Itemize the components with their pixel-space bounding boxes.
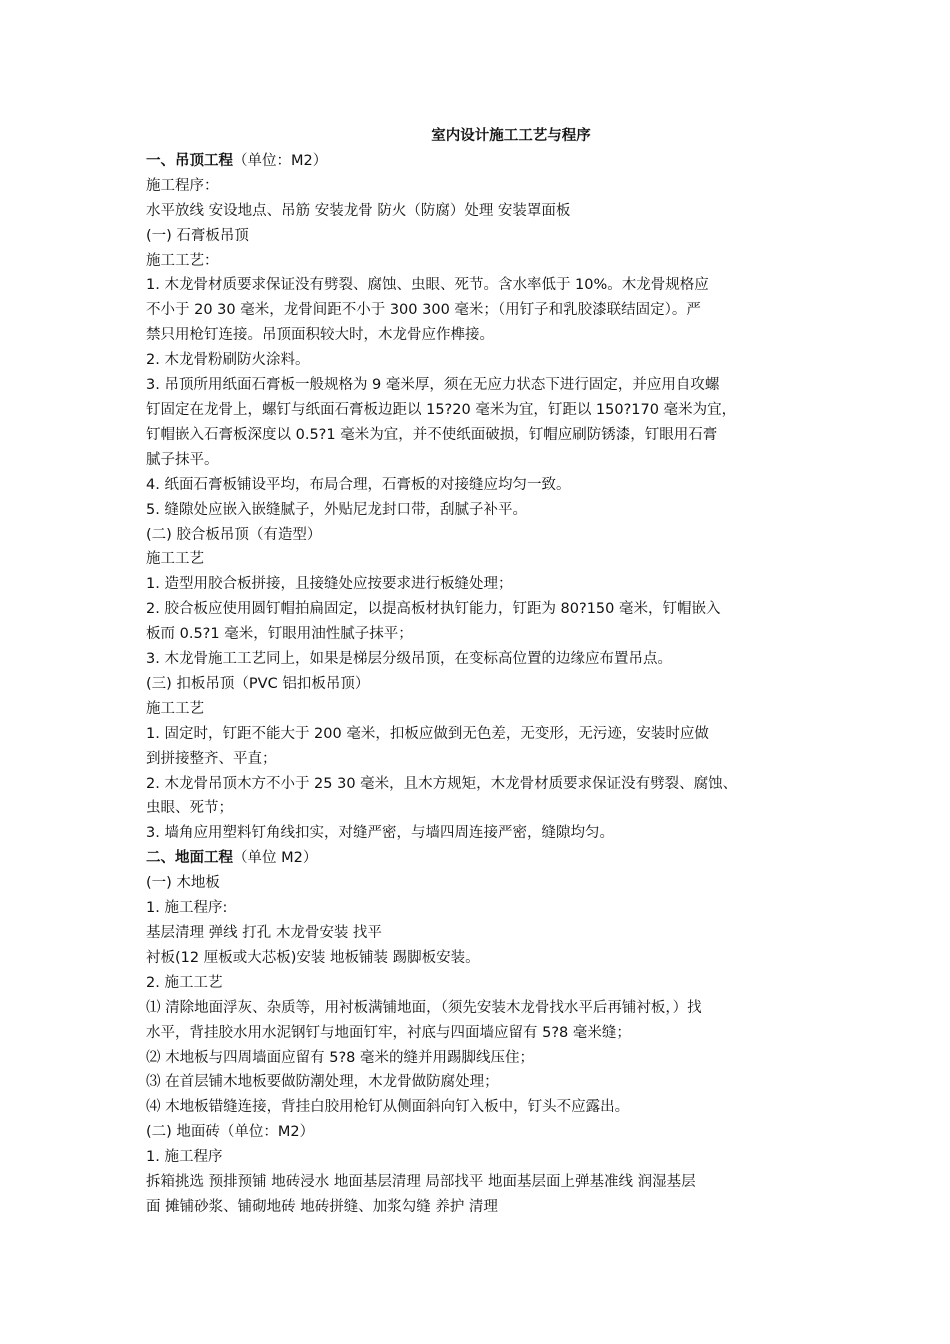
text-line-content: 1. 造型用胶合板拼接，且接缝处应按要求进行板缝处理； xyxy=(146,576,513,593)
text-line xyxy=(146,273,836,298)
text-line xyxy=(146,772,836,797)
text-line xyxy=(146,622,836,647)
text-line xyxy=(146,996,836,1021)
text-line xyxy=(146,896,836,921)
text-line xyxy=(146,597,836,622)
text-line-content: 4. 纸面石膏板铺设平均，布局合理，石膏板的对接缝应均匀一致。 xyxy=(146,476,571,493)
section-heading-unit: （单位：M2） xyxy=(233,152,328,169)
text-line xyxy=(146,697,836,722)
text-line xyxy=(146,473,836,498)
text-line xyxy=(146,747,836,772)
text-line xyxy=(146,199,836,224)
text-line-content: 1. 施工程序: xyxy=(146,900,228,917)
text-line-content: 3. 吊顶所用纸面石膏板一般规格为 9 毫米厚，须在无应力状态下进行固定，并应用自攻螺 xyxy=(146,377,720,394)
document-title: 室内设计施工工艺与程序 xyxy=(431,128,591,144)
text-line-content: (一) 木地板 xyxy=(146,875,220,892)
section-heading xyxy=(146,846,836,871)
text-line-content: ⑵ 木地板与四周墙面应留有 5?8 毫米的缝并用踢脚线压住； xyxy=(146,1049,534,1066)
section-heading xyxy=(146,149,836,174)
text-line xyxy=(146,1195,836,1220)
text-line xyxy=(146,523,836,548)
text-line-content: 2. 木龙骨粉刷防火涂料。 xyxy=(146,352,310,369)
text-line xyxy=(146,398,836,423)
text-line xyxy=(146,249,836,274)
text-line xyxy=(146,647,836,672)
text-line xyxy=(146,1170,836,1195)
text-line-content: ⑷ 木地板错缝连接，背挂白胶用枪钉从侧面斜向钉入板中，钉头不应露出。 xyxy=(146,1099,630,1116)
text-line-content: 腻子抹平。 xyxy=(146,451,219,468)
text-line-content: 5. 缝隙处应嵌入嵌缝腻子，外贴尼龙封口带，刮腻子补平。 xyxy=(146,501,527,518)
text-line-content: 1. 固定时，钉距不能大于 200 毫米，扣板应做到无色差，无变形，无污迹，安装时应做 xyxy=(146,725,709,742)
text-line-content: 不小于 20 30 毫米，龙骨间距不小于 300 300 毫米；（用钉子和乳胶漆联结固定）。严 xyxy=(146,302,701,319)
text-line xyxy=(146,796,836,821)
text-line xyxy=(146,1095,836,1120)
text-line xyxy=(146,348,836,373)
text-line-content: ⑴ 清除地面浮灰、杂质等，用衬板满铺地面，（须先安装木龙骨找水平后再铺衬板，）找 xyxy=(146,999,702,1016)
text-line-content: ⑶ 在首层铺木地板要做防潮处理，木龙骨做防腐处理； xyxy=(146,1074,499,1091)
text-line xyxy=(146,423,836,448)
text-line-content: (三) 扣板吊顶（PVC 铝扣板吊顶） xyxy=(146,675,370,692)
text-line xyxy=(146,298,836,323)
document-lines xyxy=(146,149,836,1220)
text-line-content: 禁只用枪钉连接。吊顶面积较大时，木龙骨应作榫接。 xyxy=(146,327,494,344)
text-line-content: 施工工艺 xyxy=(146,551,204,568)
text-line-content: 钉帽嵌入石膏板深度以 0.5?1 毫米为宜，并不使纸面破损，钉帽应刷防锈漆，钉眼用石膏 xyxy=(146,426,718,443)
text-line-content: 2. 施工工艺 xyxy=(146,974,223,991)
text-line-content: 衬板(12 厘板或大芯板)安装 地板铺装 踢脚板安装。 xyxy=(146,949,480,966)
text-line-content: 虫眼、死节； xyxy=(146,800,233,817)
text-line xyxy=(146,323,836,348)
section-heading-unit: （单位 M2） xyxy=(233,850,318,867)
text-line-content: 2. 木龙骨吊顶木方不小于 25 30 毫米，且木方规矩，木龙骨材质要求保证没有劈裂、腐蚀、 xyxy=(146,775,738,792)
text-line-content: 3. 墙角应用塑料钉角线扣实，对缝严密，与墙四周连接严密，缝隙均匀。 xyxy=(146,825,614,842)
text-line-content: 施工工艺： xyxy=(146,252,219,269)
text-line xyxy=(146,1046,836,1071)
text-line xyxy=(146,821,836,846)
text-line xyxy=(146,672,836,697)
text-line-content: 3. 木龙骨施工工艺同上，如果是梯层分级吊顶，在变标高位置的边缘应布置吊点。 xyxy=(146,651,672,668)
text-line xyxy=(146,547,836,572)
text-line-content: 1. 木龙骨材质要求保证没有劈裂、腐蚀、虫眼、死节。含水率低于 10%。木龙骨规格应 xyxy=(146,277,709,294)
document-body xyxy=(146,124,836,1220)
text-line-content: 水平，背挂胶水用水泥钢钉与地面钉牢，衬底与四面墙应留有 5?8 毫米缝； xyxy=(146,1024,631,1041)
text-line-content: 基层清理 弹线 打孔 木龙骨安装 找平 xyxy=(146,925,382,941)
text-line-content: 施工程序： xyxy=(146,177,219,194)
text-line-content: 钉固定在龙骨上，螺钉与纸面石膏板边距以 15?20 毫米为宜，钉距以 150?170 毫米为宜， xyxy=(146,401,737,418)
text-line xyxy=(146,224,836,249)
text-line xyxy=(146,498,836,523)
text-line xyxy=(146,921,836,946)
text-line xyxy=(146,1070,836,1095)
text-line xyxy=(146,946,836,971)
text-line xyxy=(146,722,836,747)
text-line-content: 2. 胶合板应使用圆钉帽拍扁固定，以提高板材执钉能力，钉距为 80?150 毫米，钉帽嵌入 xyxy=(146,601,721,618)
text-line xyxy=(146,1120,836,1145)
text-line-content: 施工工艺 xyxy=(146,700,204,717)
section-heading-text: 一、吊顶工程 xyxy=(146,152,233,169)
text-line-content: (一) 石膏板吊顶 xyxy=(146,227,249,244)
text-line xyxy=(146,448,836,473)
text-line xyxy=(146,1145,836,1170)
text-line xyxy=(146,572,836,597)
text-line-content: 到拼接整齐、平直； xyxy=(146,750,277,767)
text-line-content: 面 摊铺砂浆、铺砌地砖 地砖拼缝、加浆勾缝 养护 清理 xyxy=(146,1198,498,1215)
text-line xyxy=(146,373,836,398)
text-line-content: (二) 地面砖（单位：M2） xyxy=(146,1124,315,1141)
text-line-content: (二) 胶合板吊顶（有造型） xyxy=(146,526,322,543)
text-line-content: 拆箱挑选 预排预铺 地砖浸水 地面基层清理 局部找平 地面基层面上弹基准线 润湿基层 xyxy=(146,1174,696,1191)
section-heading-text: 二、地面工程 xyxy=(146,850,233,867)
text-line-content: 水平放线 安设地点、吊筋 安装龙骨 防火（防腐）处理 安装罩面板 xyxy=(146,202,571,219)
text-line-content: 板而 0.5?1 毫米，钉眼用油性腻子抹平； xyxy=(146,626,413,643)
text-line xyxy=(146,1021,836,1046)
text-line xyxy=(146,174,836,199)
text-line xyxy=(146,971,836,996)
text-line-content: 1. 施工程序 xyxy=(146,1149,223,1166)
text-line xyxy=(146,871,836,896)
